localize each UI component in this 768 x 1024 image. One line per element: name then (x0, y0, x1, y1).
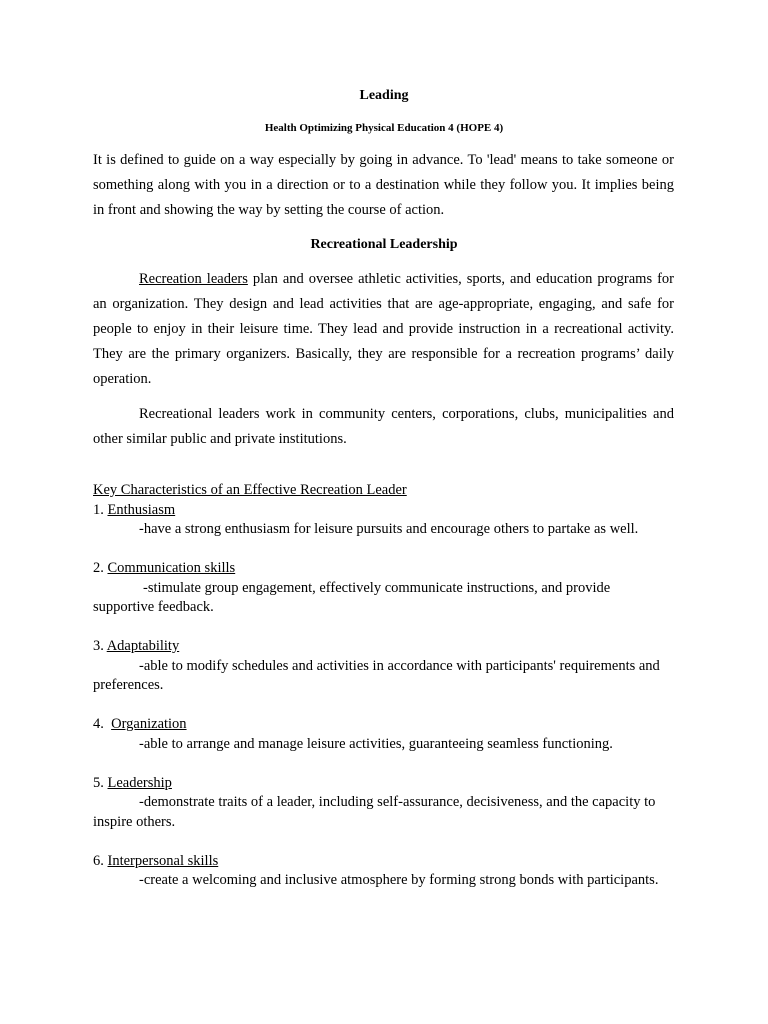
list-item-description: -create a welcoming and inclusive atmosphere by forming strong bonds with participants. (139, 872, 659, 888)
list-heading: Key Characteristics of an Effective Recreation Leader (93, 482, 407, 498)
list-item-number: 1. Enthusiasm (93, 501, 176, 518)
list-item-number: 5. Leadership (93, 774, 172, 791)
list-item-label: Interpersonal skills (107, 852, 219, 869)
characteristics-list (93, 481, 674, 891)
workplaces-paragraph: Recreational leaders work in community centers, corporations, clubs, municipalities and other similar public and private institutions. (93, 406, 674, 447)
recreation-leaders-text: plan and oversee athletic activities, sports, and education programs for an organization. They design and lead activities that are age-appropriate, engaging, and safe for people to enjoy in their leisure time. They lead and provide instruction in a recreational activity. They are the primary organizers. Basically, they are responsible for a recreation programs’ daily operation. (93, 271, 675, 387)
page-subtitle: Health Optimizing Physical Education 4 (HOPE 4) (264, 122, 504, 134)
list-item-description: -stimulate group engagement, effectively communicate instructions, and provide supportive feedback. (93, 579, 611, 615)
list-item-label: Communication skills (107, 560, 236, 576)
list-item-number: 3. Adaptability (93, 638, 180, 654)
section-heading: Recreational Leadership (310, 237, 458, 252)
list-item-description: -able to modify schedules and activities in accordance with participants' requirements and preferences. (93, 657, 660, 693)
list-item-label: Organization (111, 716, 187, 732)
list-item-description: -have a strong enthusiasm for leisure pursuits and encourage others to partake as well. (139, 521, 639, 537)
list-item-label: Leadership (107, 774, 172, 791)
recreation-leaders-term: Recreation leaders (139, 271, 248, 287)
intro-paragraph: It is defined to guide on a way especially by going in advance. To 'lead' means to take someone or something along with you in a direction or to a destination while they follow you. It implies being in front and showing the way by setting the course of action. (93, 152, 674, 218)
list-item-number: 4. Organization (93, 716, 187, 732)
page-title: Leading (359, 88, 409, 103)
list-item-number: 2. Communication skills (93, 560, 236, 576)
list-item-number: 6. Interpersonal skills (93, 852, 219, 869)
list-item-description: -able to arrange and manage leisure activities, guaranteeing seamless functioning. (139, 735, 613, 752)
recreation-leaders-paragraph (93, 267, 674, 392)
list-item-label: Enthusiasm (107, 501, 176, 518)
list-item-description: -demonstrate traits of a leader, including self-assurance, decisiveness, and the capacity to inspire others. (93, 794, 656, 830)
list-item-label: Adaptability (106, 638, 180, 654)
